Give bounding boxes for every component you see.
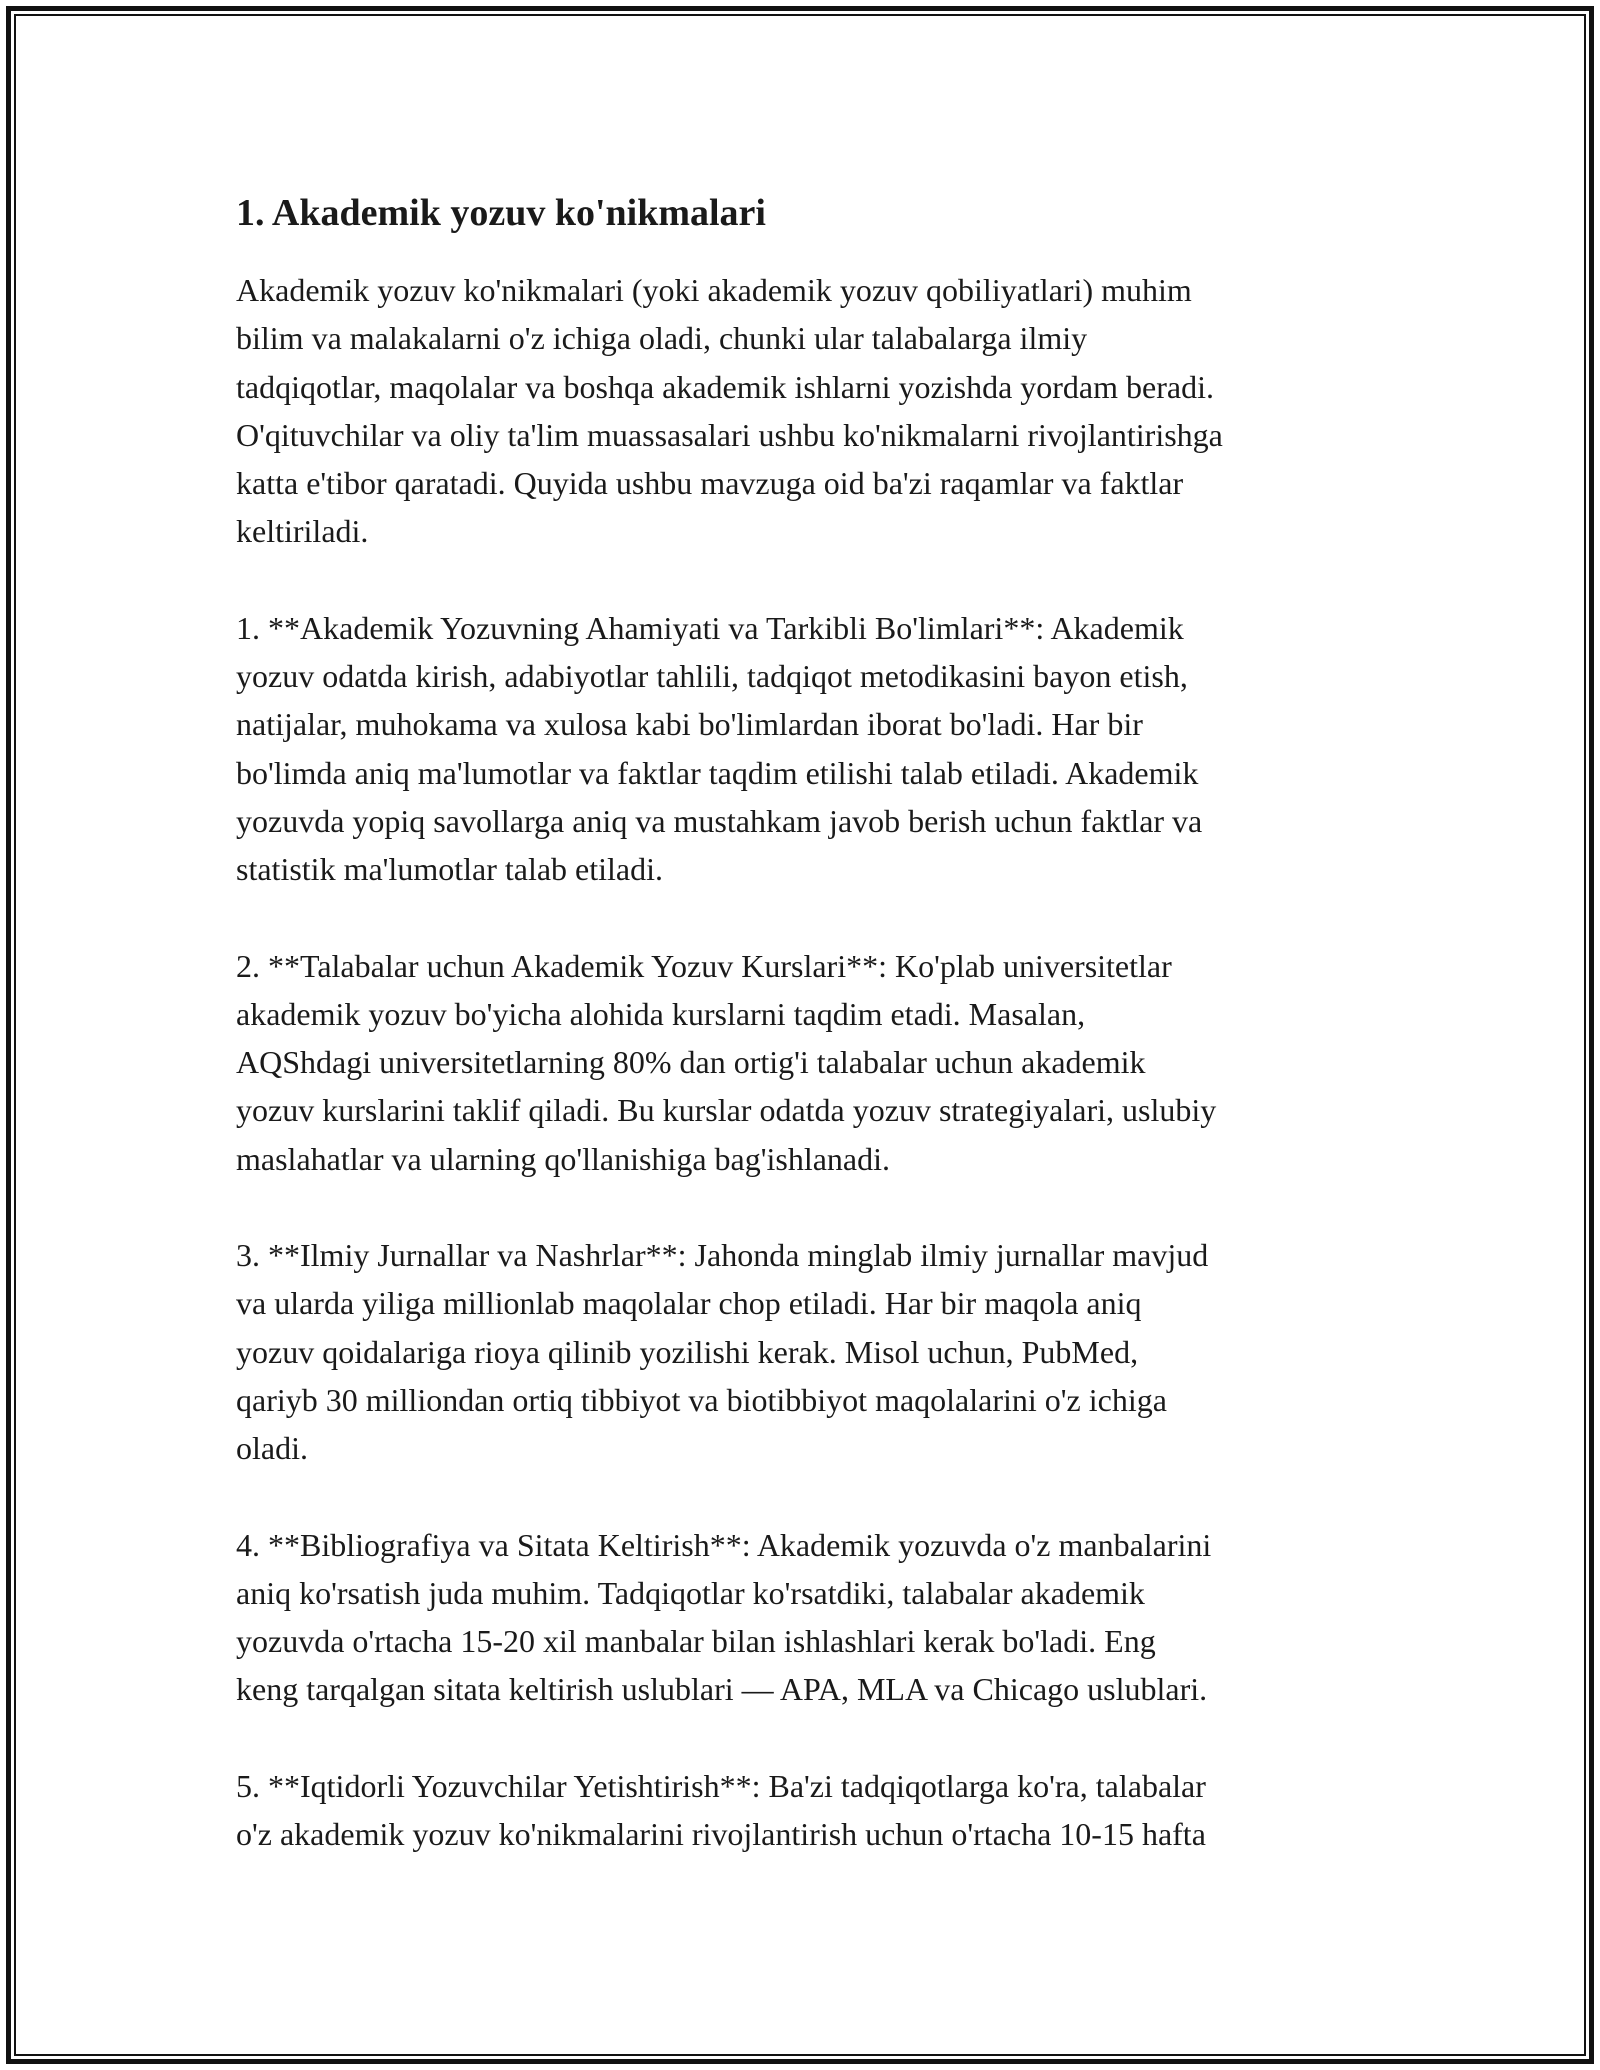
- point-4-paragraph: 4. **Bibliografiya va Sitata Keltirish**: Akademik yozuvda o'z manbalarini aniq ko'rsatish juda muhim. Tadqiqotlar ko'rsatdiki, talabalar akademik yozuvda o'rtacha 15-20 xil manbalar bilan ishlashlari kerak bo'ladi. Eng keng tarqalgan sitata keltirish uslublari — APA, MLA va Chicago uslublari.: [236, 1526, 1212, 1708]
- intro-paragraph: Akademik yozuv ko'nikmalari (yoki akademik yozuv qobiliyatlari) muhim bilim va malakalarni o'z ichiga oladi, chunki ular talabalarga ilmiy tadqiqotlar, maqolalar va boshqa akademik ishlarni yozishda yordam beradi. O'qituvchilar va oliy ta'lim muassasalari ushbu ko'nikmalarni rivojlantirishga katta e'tibor qaratadi. Quyida ushbu mavzuga oid ba'zi raqamlar va faktlar keltiriladi.: [236, 272, 1223, 550]
- point-5-paragraph: 5. **Iqtidorli Yozuvchilar Yetishtirish**: Ba'zi tadqiqotlarga ko'ra, talabalar o'z akademik yozuv ko'nikmalarini rivojlantirish uchun o'rtacha 10-15 hafta: [236, 1767, 1206, 1853]
- document-body: [236, 186, 1376, 1906]
- point-2-paragraph: 2. **Talabalar uchun Akademik Yozuv Kurslari**: Ko'plab universitetlar akademik yozuv bo'yicha alohida kurslarni taqdim etadi. Masalan, AQShdagi universitetlarning 80% dan ortig'i talabalar uchun akademik yozuv kurslarini taklif qiladi. Bu kurslar odatda yozuv strategiyalari, uslubiy maslahatlar va ularning qo'llanishiga bag'ishlanadi.: [236, 947, 1217, 1177]
- section-heading: 1. Akademik yozuv ko'nikmalari: [236, 192, 766, 234]
- point-3-paragraph: 3. **Ilmiy Jurnallar va Nashrlar**: Jahonda minglab ilmiy jurnallar mavjud va ularda yiliga millionlab maqolalar chop etiladi. Har bir maqola aniq yozuv qoidalariga rioya qilinib yozilishi kerak. Misol uchun, PubMed, qariyb 30 milliondan ortiq tibbiyot va biotibbiyot maqolalarini o'z ichiga oladi.: [236, 1237, 1209, 1467]
- point-1-paragraph: 1. **Akademik Yozuvning Ahamiyati va Tarkibli Bo'limlari**: Akademik yozuv odatda kirish, adabiyotlar tahlili, tadqiqot metodikasini bayon etish, natijalar, muhokama va xulosa kabi bo'limlardan iborat bo'ladi. Har bir bo'limda aniq ma'lumotlar va faktlar taqdim etilishi talab etiladi. Akademik yozuvda yopiq savollarga aniq va mustahkam javob berish uchun faktlar va statistik ma'lumotlar talab etiladi.: [236, 609, 1203, 888]
